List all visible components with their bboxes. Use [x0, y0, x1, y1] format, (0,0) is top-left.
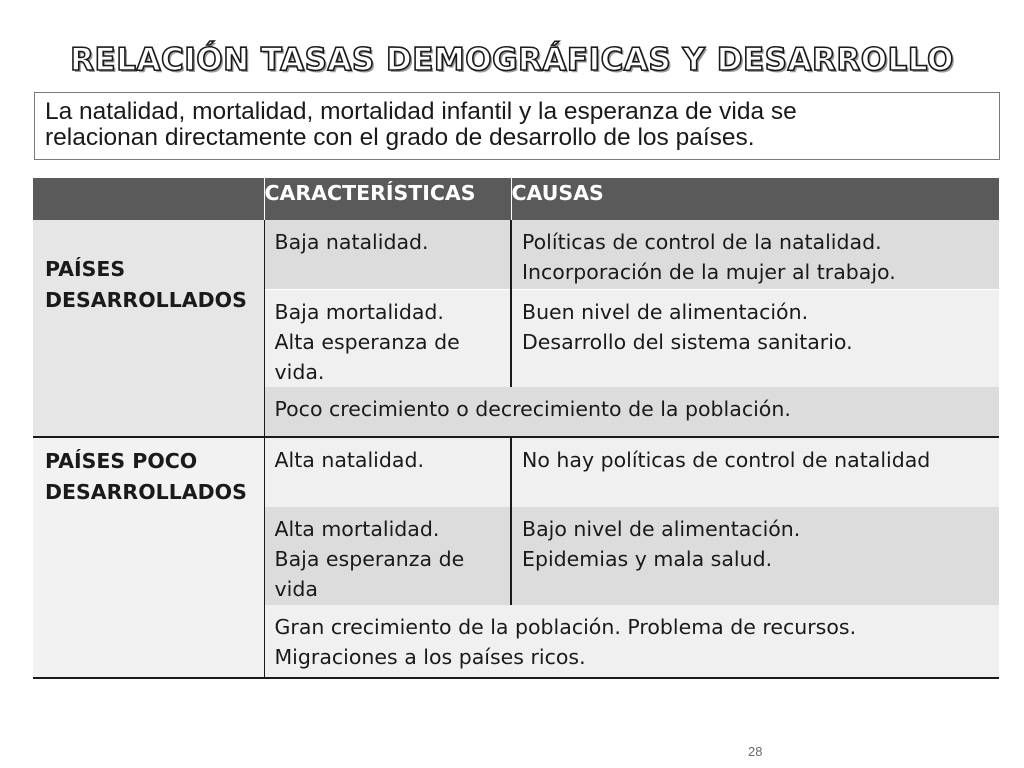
table-row [33, 220, 999, 289]
caracteristicas-cell: Alta natalidad. [264, 437, 511, 507]
table-row [33, 437, 999, 507]
demography-table [33, 178, 1000, 679]
header-causas: CAUSAS [511, 178, 999, 220]
table-header-row [33, 178, 999, 220]
header-caracteristicas: CARACTERÍSTICAS [264, 178, 511, 220]
caracteristicas-cell: Alta mortalidad. Baja esperanza de vida [264, 507, 511, 605]
slide-title: RELACIÓN TASAS DEMOGRÁFICAS Y DESARROLLO [70, 42, 954, 78]
page-number: 28 [748, 744, 763, 759]
summary-cell: Gran crecimiento de la población. Problema de recursos. Migraciones a los países ricos. [264, 605, 999, 678]
group-label-poco-desarrollados: PAÍSES POCO DESARROLLADOS [33, 437, 264, 678]
intro-line-1: La natalidad, mortalidad, mortalidad infantil y la esperanza de vida se [45, 98, 797, 125]
intro-box [34, 92, 1000, 160]
caracteristicas-cell: Baja mortalidad. Alta esperanza de vida. [264, 289, 511, 387]
summary-cell: Poco crecimiento o decrecimiento de la población. [264, 387, 999, 437]
causas-cell: Políticas de control de la natalidad. Incorporación de la mujer al trabajo. [511, 220, 999, 289]
causas-cell: Buen nivel de alimentación. Desarrollo del sistema sanitario. [511, 289, 999, 387]
causas-cell: Bajo nivel de alimentación. Epidemias y mala salud. [511, 507, 999, 605]
caracteristicas-cell: Baja natalidad. [264, 220, 511, 289]
causas-cell: No hay políticas de control de natalidad [511, 437, 999, 507]
header-blank-cell [33, 178, 264, 220]
intro-line-2: relacionan directamente con el grado de desarrollo de los países. [45, 124, 755, 151]
group-label-desarrollados: PAÍSES DESARROLLADOS [33, 220, 264, 437]
